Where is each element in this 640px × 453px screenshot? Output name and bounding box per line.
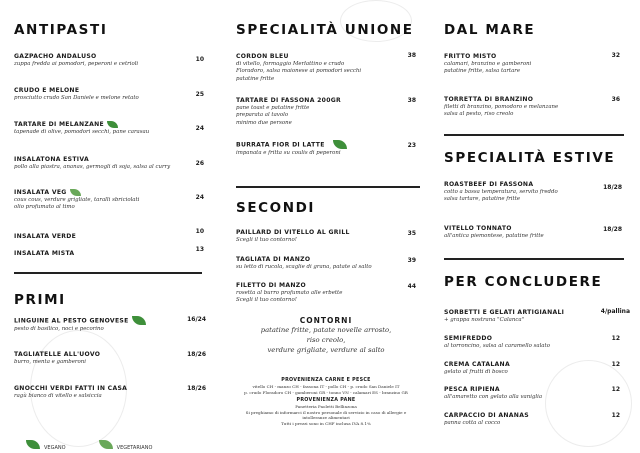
menu-item: [444, 385, 542, 401]
item-desc: all'antica piemontese, patatine fritte: [444, 233, 544, 239]
item-price: 18/26: [187, 385, 206, 392]
item-desc: pollo alla piastra, ananas, germogli di soja, salsa al curry: [14, 164, 171, 170]
vegetarian-leaf-icon: [70, 189, 81, 196]
vegan-leaf-icon: [107, 121, 118, 128]
item-desc: calamari, branzino e gamberoni: [444, 61, 532, 67]
menu-item: [14, 52, 138, 68]
item-desc: pesto di basilico, noci e pecorino: [14, 325, 104, 332]
item-price: 10: [195, 228, 204, 235]
item-desc: al torroncino, salsa al caramello salato: [444, 343, 550, 349]
item-desc: all'amaretto con gelato alla vaniglia: [444, 394, 543, 400]
item-name: GNOCCHI VERDI FATTI IN CASA: [14, 385, 128, 392]
item-desc: patatine fritte: [236, 75, 275, 82]
item-price: 13: [195, 246, 204, 253]
item-desc: preparata al tavolo: [236, 112, 289, 119]
provenienza-carne-title: PROVENIENZA CARNE E PESCE: [281, 378, 371, 383]
item-name: CORDON BLEU: [236, 53, 289, 60]
item-name: CRUDO E MELONE: [14, 87, 80, 94]
item-price: 12: [611, 412, 620, 419]
item-desc: panna cotta al cocco: [444, 420, 501, 426]
item-name: FILETTO DI MANZO: [236, 282, 306, 289]
item-name: SORBETTI E GELATI ARTIGIANALI: [444, 309, 565, 316]
item-desc: prosciutto crudo San Daniele e melone retato: [14, 95, 139, 101]
menu-item: [236, 52, 361, 83]
menu-item: [14, 232, 76, 241]
contorni-title: CONTORNI: [299, 316, 353, 325]
section-divider: [236, 186, 420, 188]
menu-item: [236, 255, 372, 271]
menu-item: [14, 249, 74, 258]
menu-item: [444, 95, 558, 119]
item-price: 23: [407, 142, 416, 149]
item-price: 39: [407, 257, 416, 264]
contorni-block: [226, 316, 426, 355]
item-desc: filetti di branzino, pomodoro e melanzane: [444, 104, 559, 110]
item-desc: Scegli il tuo contorno!: [236, 297, 297, 304]
menu-item: [444, 52, 531, 76]
menu-item: [236, 228, 350, 244]
section-divider: [444, 134, 624, 136]
item-name: SEMIFREDDO: [444, 335, 493, 342]
item-desc: patatine fritte, salsa tartare: [444, 68, 521, 75]
item-desc: cotto a bassa temperatura, servito freddo: [444, 189, 558, 195]
item-name: PAILLARD DI VITELLO AL GRILL: [236, 229, 350, 236]
item-price: 16/24: [187, 316, 206, 323]
item-price: 24: [195, 125, 204, 132]
menu-item: [14, 316, 146, 333]
item-name: INSALATA VERDE: [14, 233, 77, 240]
menu-item: [14, 188, 139, 212]
vegetarian-leaf-icon: [132, 316, 146, 325]
contorni-line: riso creolo,: [306, 336, 346, 344]
section-divider: [444, 258, 624, 260]
menu-item: [236, 281, 342, 305]
item-desc: ragù bianco di vitello e salsiccia: [14, 393, 102, 399]
item-price: 12: [611, 386, 620, 393]
menu-item: [444, 334, 550, 350]
item-desc: impanata e fritta su coulis di peperoni: [236, 149, 341, 156]
item-name: CARPACCIO DI ANANAS: [444, 412, 529, 419]
item-price: 12: [611, 335, 620, 342]
item-desc: Floradoro, salsa maionese ai pomodori secchi: [236, 68, 362, 75]
item-desc: salsa tartare, patatine fritte: [444, 196, 521, 203]
item-price: 26: [195, 160, 204, 167]
item-price: 25: [195, 91, 204, 98]
item-name: GAZPACHO ANDALUSO: [14, 53, 97, 60]
item-price: 44: [407, 283, 416, 290]
item-price: 38: [407, 97, 416, 104]
provenienza-pane-title: PROVENIENZA PANE: [296, 398, 356, 404]
item-desc: olio profumato al timo: [14, 204, 75, 211]
menu-item: [444, 180, 558, 204]
item-price: 18/28: [603, 226, 622, 233]
allergy-note: intolleranze alimentari: [302, 415, 350, 421]
provenienza-block: [226, 377, 426, 427]
item-desc: pane toast e patatine fritte: [236, 105, 310, 111]
item-price: 10: [195, 56, 204, 63]
provenienza-line: Panetteria Paoletti Bellinzona: [295, 404, 357, 410]
menu-item: [14, 86, 139, 102]
item-name: VITELLO TONNATO: [444, 225, 512, 232]
item-desc: di vitello, formaggio Merlattino e crudo: [236, 61, 345, 67]
legend-vegano: VEGANO: [44, 445, 66, 451]
item-name: TAGLIATA DI MANZO: [236, 256, 311, 263]
price-note: Tutti i prezzi sono in CHF inclusa IVA 8.1%: [281, 420, 371, 426]
item-name: FRITTO MISTO: [444, 53, 497, 60]
item-name: TAGLIATELLE ALL'UOVO: [14, 351, 101, 358]
section-divider: [14, 272, 202, 274]
item-name: TORRETTA DI BRANZINO: [444, 96, 534, 103]
item-desc: su letto di rucola, scaglie di grana, patate al salto: [236, 264, 372, 270]
section-title-mare: DAL MARE: [444, 22, 536, 38]
vegetarian-leaf-icon: [333, 140, 347, 149]
item-desc: rosetta al burro profumato alle erbette: [236, 290, 343, 296]
item-desc: salsa al pesto, riso creolo: [444, 111, 514, 118]
menu-item: [236, 140, 347, 157]
section-title-unione: SPECIALITÀ UNIONE: [236, 22, 414, 38]
item-price: 12: [611, 361, 620, 368]
decorative-sketch: [545, 360, 632, 447]
section-title-concludere: PER CONCLUDERE: [444, 274, 603, 290]
menu-item: [444, 308, 564, 324]
allergy-note: Si preghiamo di informarci il nostro personale di servizio in caso di allergie e: [245, 409, 407, 415]
item-price: 38: [407, 52, 416, 59]
item-desc: gelato al frutti di bosco: [444, 369, 508, 375]
item-desc: zuppa fredda ai pomodori, peperoni e cetrioli: [14, 61, 139, 67]
menu-item: [14, 384, 127, 400]
menu-item: [444, 411, 529, 427]
vegan-leaf-icon: [26, 440, 40, 449]
legend: [26, 434, 152, 453]
section-title-antipasti: ANTIPASTI: [14, 22, 108, 38]
item-name: INSALATONA ESTIVA: [14, 156, 89, 163]
item-name: BURRATA FIOR DI LATTE: [236, 141, 325, 149]
section-title-secondi: SECONDI: [236, 200, 316, 216]
item-name: ROASTBEEF DI FASSONA: [444, 181, 534, 188]
item-name: CREMA CATALANA: [444, 361, 510, 368]
item-desc: + grappa nostrana "Calanca": [444, 317, 525, 323]
menu-item: [14, 155, 170, 171]
item-name: TARTARE DI MELANZANE: [14, 121, 104, 128]
menu-item: [14, 120, 149, 136]
item-name: TARTARE DI FASSONA 200GR: [236, 97, 342, 104]
contorni-line: patatine fritte, patate novelle arrosto,: [260, 326, 392, 334]
item-desc: Scegli il tuo contorno!: [236, 237, 297, 243]
menu-item: [14, 350, 100, 366]
item-name: LINGUINE AL PESTO GENOVESE: [14, 317, 129, 325]
item-price: 36: [611, 96, 620, 103]
menu-item: [236, 96, 341, 127]
item-price: 18/28: [603, 184, 622, 191]
item-name: INSALATA MISTA: [14, 250, 75, 257]
item-desc: burro, menta e gamberoni: [14, 359, 86, 365]
item-desc: tapenade di olive, pomodori secchi, pane carasau: [14, 129, 150, 135]
section-title-primi: PRIMI: [14, 292, 66, 308]
item-desc: cous cous, verdure grigliate, taralli sbriciolati: [14, 197, 140, 203]
item-price: 18/26: [187, 351, 206, 358]
vegetarian-leaf-icon: [99, 440, 113, 449]
section-title-estive: SPECIALITÀ ESTIVE: [444, 150, 616, 166]
item-price: 4/pallina: [600, 308, 630, 315]
provenienza-line: p. crudo Floradoro CH - gamberoni GR - tonno VN - calamari ES - branzino GR: [244, 389, 408, 395]
menu-item: [444, 224, 544, 240]
provenienza-line: vitello CH - manzo CH - fassona IT - pollo CH - p. crudo San Daniele IT: [252, 384, 400, 389]
item-price: 35: [407, 230, 416, 237]
contorni-line: verdure grigliate, verdure al salto: [267, 346, 385, 354]
item-desc: minimo due persone: [236, 119, 292, 126]
item-price: 24: [195, 194, 204, 201]
item-name: INSALATA VEG: [14, 189, 67, 196]
item-price: 32: [611, 52, 620, 59]
menu-item: [444, 360, 510, 376]
item-name: PESCA RIPIENA: [444, 386, 500, 393]
legend-vegetariano: VEGETARIANO: [116, 445, 153, 451]
